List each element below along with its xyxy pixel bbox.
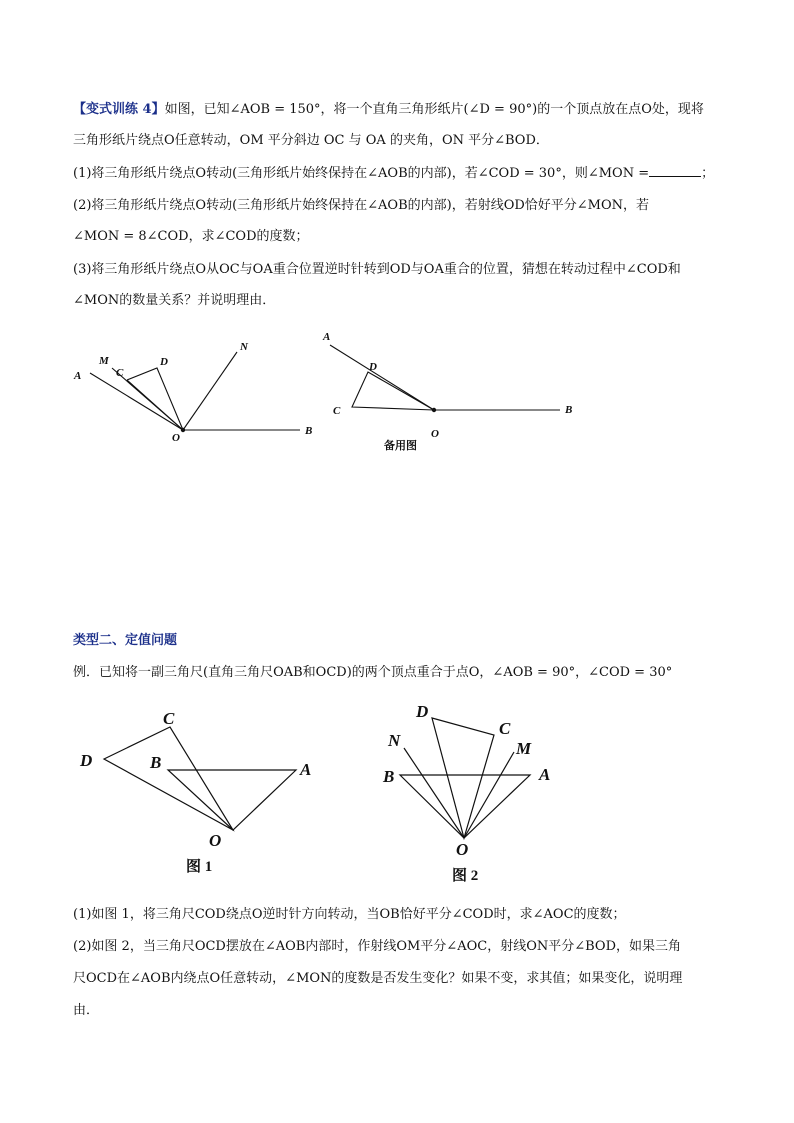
figure-caption: 图 1 [186,859,213,875]
problem-line-2: 三角形纸片绕点O任意转动，OM 平分斜边 OC 与 OA 的夹角，ON 平分∠BOD． [73,133,549,148]
ray-on [404,748,464,838]
label-b: B [150,753,162,772]
triangle-cod [352,372,434,410]
label-c: C [499,719,511,738]
label-a: A [539,765,551,784]
question-3-line-2: ∠MON的数量关系？并说明理由． [73,293,276,308]
question-3-line-1: (3)将三角形纸片绕点O从OC与OA重合位置逆时针转到OD与OA重合的位置，猜想在转动过程中∠COD和 [73,262,681,277]
example-statement: 例．已知将一副三角尺(直角三角尺OAB和OCD)的两个顶点重合于点O，∠AOB = 90°，∠COD = 30° [73,665,673,680]
example-question-2-line-1: (2)如图 2，当三角尺OCD摆放在∠AOB内部时，作射线OM平分∠AOC，射线ON平分∠BOD，如果三角 [73,939,681,954]
label-c: C [163,709,175,728]
label-a: A [74,370,82,382]
label-o: O [431,428,439,440]
problem-intro: 如图，已知∠AOB = 150°，将一个直角三角形纸片(∠D = 90°)的一个顶点放在点O处，现将 [164,102,704,117]
example-question-2-line-3: 由． [73,1003,100,1018]
question-1-text: (1)将三角形纸片绕点O转动(三角形纸片始终保持在∠AOB的内部)，若∠COD = 30°，则∠MON = [73,166,650,181]
vertex-o [432,408,436,412]
ray-oa [330,345,434,410]
example-question-2-line-2: 尺OCD在∠AOB内绕点O任意转动，∠MON的度数是否发生变化？如果不变，求其值；如果变化，说明理 [73,971,683,986]
label-d: D [369,361,377,373]
figure-caption: 图 2 [452,868,479,884]
label-o: O [172,432,180,444]
label-a: A [323,331,331,343]
triangle-oab [400,775,530,838]
triangle-ocd [104,727,233,830]
label-d: D [160,356,168,368]
label-c: C [333,405,341,417]
triangle-oab [168,770,296,830]
triangle-cod [127,368,183,430]
label-b: B [565,404,573,416]
label-n: N [388,731,401,750]
ray-oc [127,380,183,430]
label-a: A [300,760,312,779]
label-b: B [305,425,313,437]
ray-oa [90,373,183,430]
label-d: D [80,751,93,770]
section-title: 类型二、定值问题 [73,633,178,648]
ray-on [183,352,237,430]
question-1-end: ； [701,166,715,181]
label-m: M [516,739,532,758]
example-question-1: (1)如图 1，将三角尺COD绕点O逆时针方向转动，当OB恰好平分∠COD时，求∠AOC的度数； [73,907,626,922]
label-o: O [456,840,469,859]
label-b: B [383,767,395,786]
label-o: O [209,831,222,850]
figure-caption: 备用图 [384,440,417,452]
question-2-line-2: ∠MON = 8∠COD，求∠COD的度数； [73,229,309,244]
problem-tag: 【变式训练 4】 [73,102,165,117]
figure-example-2 [375,695,565,890]
label-d: D [416,702,429,721]
question-2-line-1: (2)将三角形纸片绕点O转动(三角形纸片始终保持在∠AOB的内部)，若射线OD恰好平分∠MON，若 [73,198,650,213]
vertex-o [181,428,185,432]
question-1 [73,164,714,183]
ray-om [464,752,514,838]
answer-blank [649,164,701,177]
label-n: N [240,341,248,353]
label-c: C [116,367,124,379]
figure-1 [60,330,330,455]
figure-backup [315,325,585,455]
figure-example-1 [70,700,330,880]
problem-line-1 [73,101,704,119]
triangle-ocd [432,718,494,838]
label-m: M [99,355,109,367]
